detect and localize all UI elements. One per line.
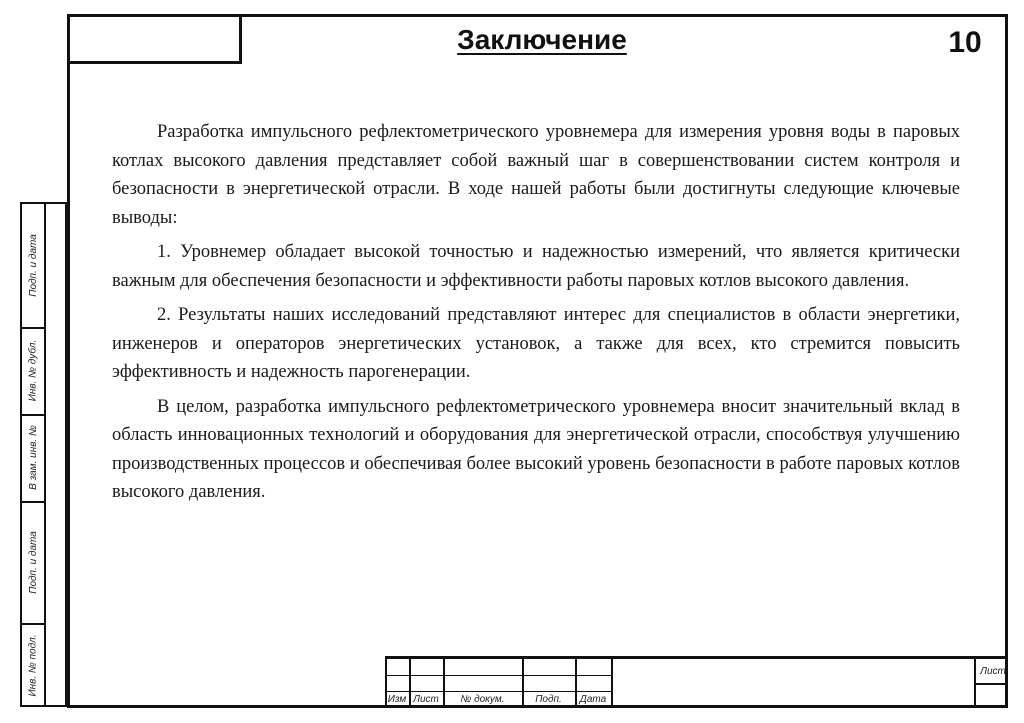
side-label: В зам. инв. № bbox=[27, 425, 39, 490]
top-left-box bbox=[67, 14, 242, 64]
stamp-line bbox=[611, 659, 613, 708]
side-strip bbox=[20, 202, 67, 707]
stamp-col-label: Лист bbox=[413, 694, 439, 705]
paragraph: В целом, разработка импульсного рефлектометрического уровнемера вносит значительный вклад в область инновационных технологий и оборудования для энергетической отрасли, способствуя улучшению производственных процессов и обеспечивая более высокий уровень безопасности в работе паровых котлов высокого давления. bbox=[112, 396, 960, 502]
body-text bbox=[112, 118, 960, 513]
sheet-cell bbox=[974, 659, 1008, 708]
page-number: 10 bbox=[948, 26, 982, 59]
stamp-line bbox=[385, 691, 611, 692]
stamp-col-label: № докум. bbox=[460, 694, 505, 705]
stamp-line bbox=[976, 683, 1008, 685]
page-title: Заключение bbox=[457, 24, 627, 55]
side-label: Подп. и дата bbox=[27, 234, 39, 297]
stamp-line bbox=[385, 675, 611, 676]
side-label: Подп. и дата bbox=[27, 530, 39, 594]
side-label: Инв. № дубл. bbox=[27, 339, 39, 402]
title-block bbox=[385, 656, 1008, 708]
sheet-label: Лист bbox=[980, 666, 1006, 677]
stamp-col-label: Изм bbox=[387, 694, 407, 705]
side-label: Инв. № подл. bbox=[27, 633, 39, 697]
stamp-col-label: Дата bbox=[579, 694, 607, 705]
stamp-col-label: Подп. bbox=[535, 694, 562, 705]
paragraph: 2. Результаты наших исследований представляют интерес для специалистов в области энергетики, инженеров и операторов энергетических установок, а также для всех, кто стремится повысить эффективность и надежность парогенерации. bbox=[112, 305, 960, 382]
paragraph: Разработка импульсного рефлектометрического уровнемера для измерения уровня воды в паровых котлах высокого давления представляет собой важный шаг в совершенствовании систем контроля и безопасности в энергетической отрасли. В ходе нашей работы были достигнуты следующие ключевые выводы: bbox=[112, 122, 960, 228]
paragraph: 1. Уровнемер обладает высокой точностью и надежностью измерений, что является критически важным для обеспечения безопасности и эффективности работы паровых котлов высокого давления. bbox=[112, 242, 960, 291]
